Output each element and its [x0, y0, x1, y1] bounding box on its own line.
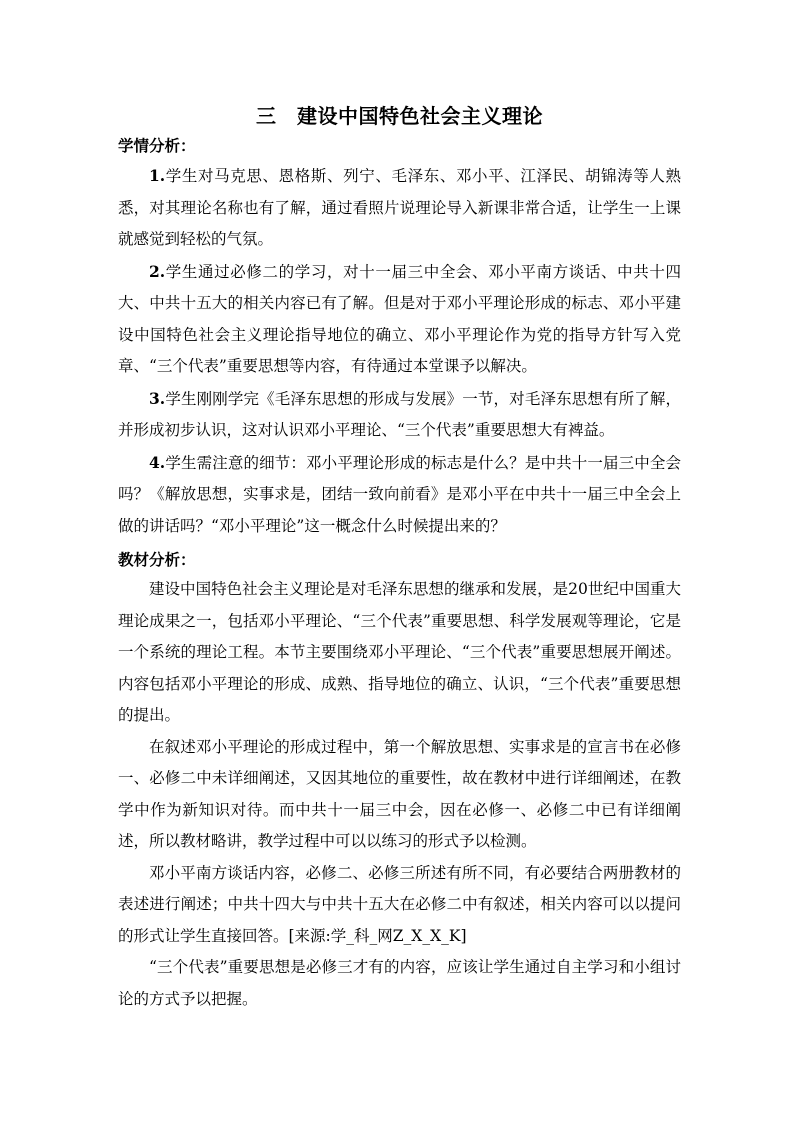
- paragraph-text: 学生刚刚学完《毛泽东思想的形成与发展》一节，对毛泽东思想有所了解，并形成初步认识，这对认识邓小平理论、“三个代表”重要思想大有裨益。: [118, 389, 681, 439]
- paragraph-text: 学生通过必修二的学习，对十一届三中全会、邓小平南方谈话、中共十四大、中共十五大的相关内容已有了解。但是对于邓小平理论形成的标志、邓小平建设中国特色社会主义理论指导地位的确立、邓小平理论作为党的指导方针写入党章、“三个代表”重要思想等内容，有待通过本堂课予以解决。: [118, 262, 681, 375]
- paragraph: [118, 160, 681, 256]
- paragraph: [118, 574, 681, 732]
- paragraph-text: 学生需注意的细节：邓小平理论形成的标志是什么？是中共十一届三中全会吗？《解放思想，实事求是，团结一致向前看》是邓小平在中共十一届三中全会上做的讲话吗？“邓小平理论”这一概念什么时候提出来的？: [118, 453, 681, 535]
- section-heading: 学情分析：: [118, 136, 196, 155]
- paragraph-text: 建设中国特色社会主义理论是对毛泽东思想的继承和发展，是20世纪中国重大理论成果之一，包括邓小平理论、“三个代表”重要思想、科学发展观等理论，它是一个系统的理论工程。本节主要围绕邓小平理论、“三个代表”重要思想展开阐述。内容包括邓小平理论的形成、成熟、指导地位的确立、认识，“三个代表”重要思想的提出。: [118, 580, 681, 724]
- paragraph-number: 1.: [149, 166, 166, 185]
- paragraph-number: 3.: [149, 388, 166, 408]
- paragraph-text: 学生对马克思、恩格斯、列宁、毛泽东、邓小平、江泽民、胡锦涛等人熟悉，对其理论名称也有了解，通过看照片说理论导入新课非常合适，让学生一上课就感觉到轻松的气氛。: [118, 167, 681, 248]
- paragraph-number: 4.: [149, 452, 166, 472]
- section-learner-analysis: [118, 134, 681, 542]
- paragraph-text: 在叙述邓小平理论的形成过程中，第一个解放思想、实事求是的宣言书在必修一、必修二中未详细阐述，又因其地位的重要性，故在教材中进行详细阐述，在教学中作为新知识对待。而中共十一届三中会，因在必修一、必修二中已有详细阐述，所以教材略讲，教学过程中可以以练习的形式予以检测。: [118, 737, 681, 850]
- section-textbook-analysis: [118, 548, 681, 1015]
- paragraph: [118, 383, 681, 447]
- paragraph: [118, 952, 681, 1015]
- section-heading: 教材分析：: [118, 550, 196, 569]
- paragraph-text: 邓小平南方谈话内容，必修二、必修三所述有所不同，有必要结合两册教材的表述进行阐述；中共十四大与中共十五大在必修二中有叙述，相关内容可以以提问的形式让学生直接回答。[来源:学_科_网Z_X_X_K]: [118, 863, 681, 945]
- paragraph: [118, 858, 681, 953]
- document-page: [118, 100, 681, 1015]
- paragraph: [118, 447, 681, 543]
- paragraph: [118, 256, 681, 383]
- page-title: 三 建设中国特色社会主义理论: [256, 104, 543, 128]
- paragraph-number: 2.: [149, 261, 166, 281]
- paragraph-text: “三个代表”重要思想是必修三才有的内容，应该让学生通过自主学习和小组讨论的方式予以把握。: [118, 958, 681, 1008]
- paragraph: [118, 732, 681, 858]
